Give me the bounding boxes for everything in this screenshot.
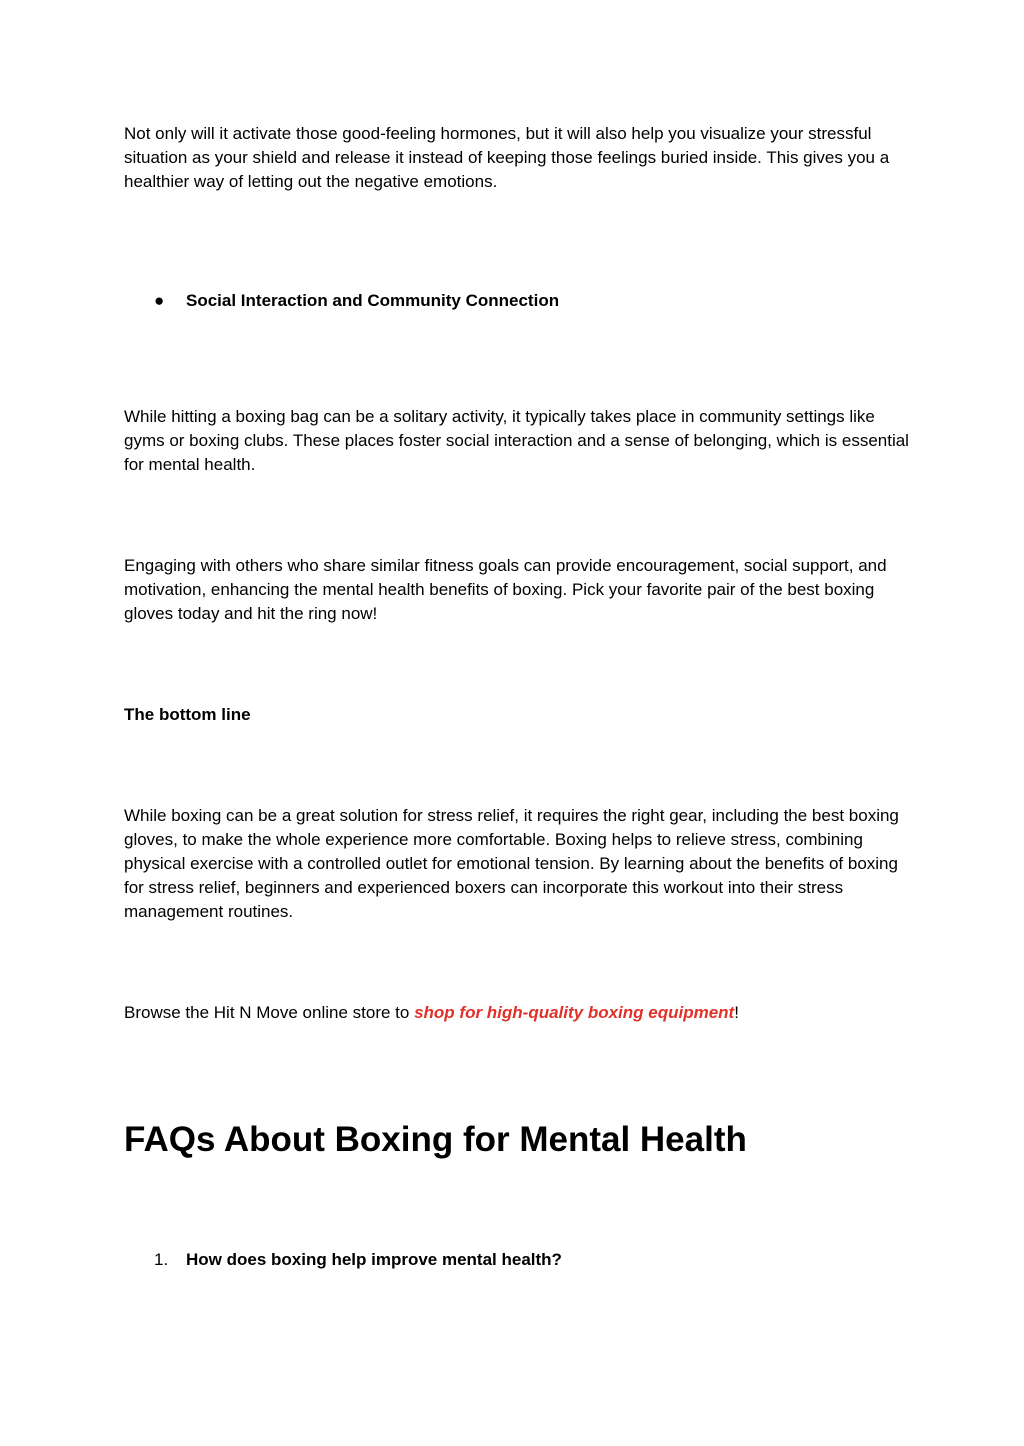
paragraph-community: While hitting a boxing bag can be a solitary activity, it typically takes place in community settings like gyms or boxing clubs. These places foster social interaction and a sense of belonging, which is essential for mental health. [124, 407, 909, 474]
paragraph-hormones: Not only will it activate those good-feeling hormones, but it will also help you visualize your stressful situation as your shield and release it instead of keeping those feelings buried inside. This gives you a healthier way of letting out the negative emotions. [124, 124, 890, 191]
paragraph-engaging: Engaging with others who share similar fitness goals can provide encouragement, social support, and motivation, enhancing the mental health benefits of boxing. Pick your favorite pair of the best boxing gloves today and hit the ring now! [124, 556, 887, 623]
bullet-dot-icon: ● [154, 291, 165, 310]
faq-heading: FAQs About Boxing for Mental Health [124, 1120, 747, 1159]
bottom-line-heading: The bottom line [124, 705, 251, 724]
browse-prefix-text: Browse the Hit N Move online store to [124, 1003, 415, 1022]
faq-item-number: 1. [154, 1250, 169, 1269]
browse-store-paragraph [124, 1001, 914, 1025]
faq-question-text: How does boxing help improve mental health? [186, 1250, 562, 1269]
browse-suffix-text: ! [734, 1003, 739, 1022]
paragraph-conclusion: While boxing can be a great solution for stress relief, it requires the right gear, including the best boxing gloves, to make the whole experience more comfortable. Boxing helps to relieve stress, combining physical exercise with a controlled outlet for emotional tension. By learning about the benefits of boxing for stress relief, beginners and experienced boxers can incorporate this workout into their stress management routines. [124, 806, 899, 921]
bullet-item-label: Social Interaction and Community Connection [186, 291, 560, 310]
shop-equipment-link[interactable]: shop for high-quality boxing equipment [414, 1003, 735, 1022]
